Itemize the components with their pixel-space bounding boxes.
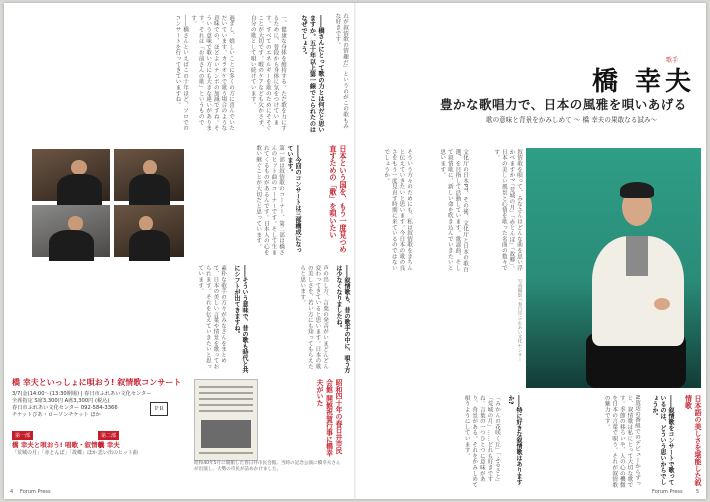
concert-info-box (12, 377, 180, 489)
left-col2-text: 過ぎし、嬉しいことに多くの方に喜んでいただいています。カラオケで歌う場合のような意味での、ほどよいテンポの加減ですね。そういう意味で歌い方にも大きな違いがあります。それは「お前さんの歌」というものです。 (190, 15, 234, 131)
right-col3-text: そういう方々のためにも、私は叙情歌をきちんと伝えていきたいと思います。今日本の歌の良さをもう一度見直す時期に来ているのではないでしょうか。 (383, 149, 412, 271)
right-magazine-name: Forum Press (652, 489, 683, 495)
page-title: 橋 幸夫 (592, 67, 696, 97)
interview-photo-2 (32, 149, 110, 201)
part2-label: 第二部 (98, 431, 119, 440)
interview-photo-3 (114, 205, 184, 257)
pr-logo: ＰＲ (150, 402, 168, 416)
left-magazine-name: Forum Press (20, 489, 51, 495)
right-col4-question: ――叙情歌をコンサートで歌っているのは、どういう思いからでしょうか。 (651, 395, 674, 485)
left-col4-text: 声の出し方、言葉の発音がいまどんどん変わってきていると思います。日本の歌の美しさを、若い方にも知ってもらえたらと思います。 (299, 265, 328, 370)
right-col5-text: 「みかんの花咲く丘」「ふるさと」「荒城の月」……どれも好きですね。言葉の一つひとつに意味があり、背景がある。それをかみしめて唄うようにしています。 (463, 395, 500, 488)
concert-date: 3/7(金)14:00～(13:30開場) | 春日市ふれあい文化センター (12, 391, 152, 397)
photo-caption: 写真撮影 / 春日市ふれあい文化センター (517, 279, 522, 362)
left-col1-text: 一、健康な身体を維持する。ただ歌を力にするために、普段から身体に気をつけています。すべてのエネルギーを歌のためにそそぐことが大切です。喉のケアなども欠かさず、自分の歌として唄い続けています。 (249, 15, 286, 131)
left-col1-question: ――橋さんにとって歌の力とは何だと思いますか。五十年以上第一線でこられたのはなぜでしょう。 (300, 15, 324, 133)
right-headline: 日本語の美しさを堪能した叙情歌 (684, 395, 702, 486)
concert-venue: 春日市ふれあい文化センター 092-584-3366 (12, 405, 118, 411)
left-col1-body: れが叙情歌の情趣だ」というのがこの歌もみな好きです。 (334, 13, 348, 129)
left-col2-more: ――橋さんといえばこの十年ほど、ソロでのコンサートを行ってきていますね。 (174, 15, 188, 131)
left-col5-question: ――そういう意味で、昔の歌も時代と共にシフトが出てきますね。 (233, 265, 248, 373)
right-col4-text: N放送の番組でのデビューからずっと、叙情歌は私にとって大切な歌です。季節の移ろいや、人の心の機微を日本の言葉で唄う。それが叙情歌の魅力です。 (603, 395, 640, 488)
left-col4-question: ――叙情歌も、昔の歌手の中に、唄う方は少なくなりましたね。 (335, 265, 350, 373)
part2-desc: 思い出のヒット曲 (98, 450, 138, 456)
left-col3-text: 第一部は叙情歌のコーナー、第二部は橋さんのヒット曲のコーナーです。そして生まれてくるものがあるんです。日本人の心を歌い継ぐことが大切だと思っています。 (255, 145, 284, 256)
right-col2-text: 文化庁の日本PT、その後、文化庁と日本の歌百選、を目指して活動しています。歌謡曲、そして叙情歌に、新しい命を吹き込んでいきたいと思います。 (439, 149, 468, 273)
interview-photo-4 (32, 205, 110, 257)
profession-tag: 歌手 (666, 57, 679, 64)
left-col5-text: 素朴な歌手の方々がみなさんをまとめて、日本の美しい言葉や情景を歌っておられます。それを伝えていきたいと思っています。 (197, 265, 226, 370)
left-page-number: 4 (10, 489, 14, 495)
page-subtitle: 豊かな歌唱力で、日本の風雅を唄いあげる (440, 97, 687, 112)
page-lead: 歌の意味と背景をかみしめて ～ 橋 幸夫の果敢なる試み～ (486, 116, 658, 124)
left-col3-question: ――今回のコンサートは三部構成になっています。 (286, 145, 301, 253)
part1-desc: 「荒城の月」「赤とんぼ」「故郷」ほか (12, 450, 98, 456)
portrait-photo (526, 148, 701, 388)
page-fold (354, 3, 356, 499)
part1-label: 第一部 (12, 431, 33, 440)
concert-title: 橋 幸夫といっしょに唄おう! 叙情歌コンサート (12, 378, 182, 387)
concert-price: 全席指定 S席3,300円 A席3,300円 (税込) (12, 398, 110, 404)
right-col5-question: ――特に好きな叙情歌はありますか? (507, 395, 522, 485)
magazine-spread (4, 3, 706, 499)
newspaper-clipping (194, 379, 258, 461)
clipping-caption: 昭和40年5月に開館した春日井市民会館。当時の記念公演に橋幸夫さんが出演し、大勢の市民が詰めかけました。 (194, 461, 341, 472)
part2-title: 橋 幸夫 (98, 441, 120, 449)
interview-photo-1 (114, 149, 184, 201)
right-col1-text: 叙情歌を唄って、みなさんはどんな曲を思い浮かべますか?「荒城の月」「赤とんぼ」「故郷」。日本の美しい風景と心情を歌った名曲の数々です。 (493, 149, 522, 272)
right-page-number: 5 (696, 489, 700, 495)
concert-ticket: チケットぴあ・ローソンチケット ほか (12, 412, 101, 418)
part1-title: 橋 幸夫と唄おう! 唱歌・叙情歌 (12, 441, 104, 449)
clipping-headline: 昭和四十年の春日井市民会館 開館祝賀行事に橋幸夫がいた (315, 379, 342, 457)
left-headline: 日本という国を、もう一度見つめ直すための「歌」を唄いたい (329, 145, 348, 253)
